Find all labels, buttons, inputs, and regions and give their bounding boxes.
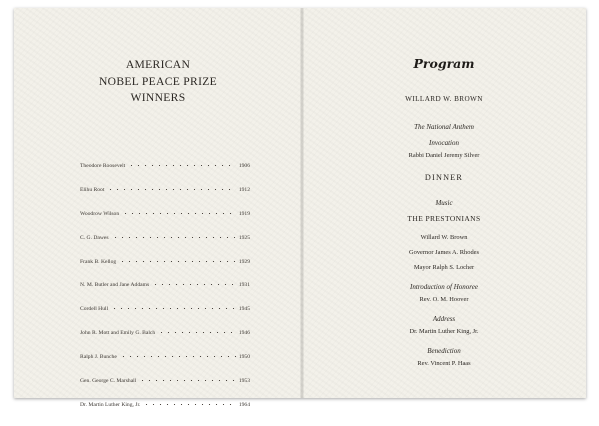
title-line-1: AMERICAN [125, 58, 191, 71]
dot-leader [119, 261, 236, 262]
laureate-name: N. M. Butler and Jane Addams [80, 282, 150, 289]
introduction-person: Rev. O. M. Hoover [419, 296, 469, 303]
laureate-year: 1919 [238, 210, 250, 217]
list-item [80, 282, 250, 306]
invocation-label: Invocation [429, 139, 459, 147]
laureate-name: Cordell Hull [80, 306, 109, 313]
dot-leader [120, 356, 236, 357]
dot-leader [158, 332, 236, 333]
list-item [80, 187, 250, 211]
speaker-3: Mayor Ralph S. Locher [413, 264, 475, 271]
left-page [14, 8, 302, 408]
laureate-name: C. G. Dawes [80, 234, 109, 241]
dot-leader [107, 189, 235, 190]
list-item [80, 163, 250, 187]
laureate-year: 1906 [238, 163, 250, 169]
program-spread [14, 8, 586, 408]
laureate-year: 1912 [238, 186, 250, 193]
dot-leader [143, 404, 235, 405]
invocation-person: Rabbi Daniel Jeremy Silver [408, 152, 480, 159]
benediction-label: Benediction [427, 347, 461, 355]
title-line-3: WINNERS [130, 91, 186, 104]
list-item [80, 330, 250, 354]
speaker-1: Willard W. Brown [420, 234, 468, 241]
laureate-year: 1931 [238, 282, 250, 289]
laureate-year: 1945 [238, 306, 250, 313]
laureate-name: Gen. George C. Marshall [80, 378, 137, 385]
introduction-label: Introduction of Honoree [410, 283, 478, 291]
title-line-2: NOBEL PEACE PRIZE [98, 74, 218, 88]
anthem-label: The National Anthem [414, 123, 474, 131]
program-heading: Program [413, 56, 475, 71]
list-item [80, 259, 250, 283]
address-label: Address [432, 315, 456, 323]
list-item [80, 378, 250, 402]
list-item [80, 354, 250, 378]
laureate-name: Dr. Martin Luther King, Jr. [80, 401, 141, 408]
music-group: THE PRESTONIANS [407, 214, 481, 223]
laureate-name: Ralph J. Bunche [80, 354, 117, 361]
laureate-list [80, 163, 250, 426]
dot-leader [139, 380, 236, 381]
dot-leader [112, 237, 236, 238]
laureate-name: Woodrow Wilson [80, 210, 120, 217]
laureate-year: 1925 [238, 234, 250, 241]
laureate-name: Theodore Roosevelt [80, 163, 126, 169]
host-name: WILLARD W. BROWN [405, 95, 483, 103]
dot-leader [152, 284, 236, 285]
benediction-person: Rev. Vincent P. Haas [417, 360, 471, 367]
dot-leader [122, 213, 236, 214]
dot-leader [128, 165, 236, 166]
music-label: Music [435, 199, 453, 207]
speaker-2: Governor James A. Rhodes [409, 249, 479, 256]
dinner-label: DINNER [424, 173, 464, 182]
list-item [80, 235, 250, 259]
laureate-year: 1946 [238, 330, 250, 337]
laureate-year: 1964 [238, 401, 250, 408]
laureate-year: 1953 [238, 378, 250, 385]
laureate-year: 1929 [238, 258, 250, 265]
list-item [80, 402, 250, 426]
address-person: Dr. Martin Luther King, Jr. [409, 328, 479, 335]
laureate-name: Frank B. Kellog [80, 258, 117, 265]
list-item [80, 306, 250, 330]
page-title [14, 57, 302, 107]
laureate-year: 1950 [238, 354, 250, 361]
list-item [80, 211, 250, 235]
laureate-name: Elihu Root [80, 186, 105, 193]
laureate-name: John R. Mott and Emily G. Balch [80, 330, 156, 337]
dot-leader [111, 308, 236, 309]
